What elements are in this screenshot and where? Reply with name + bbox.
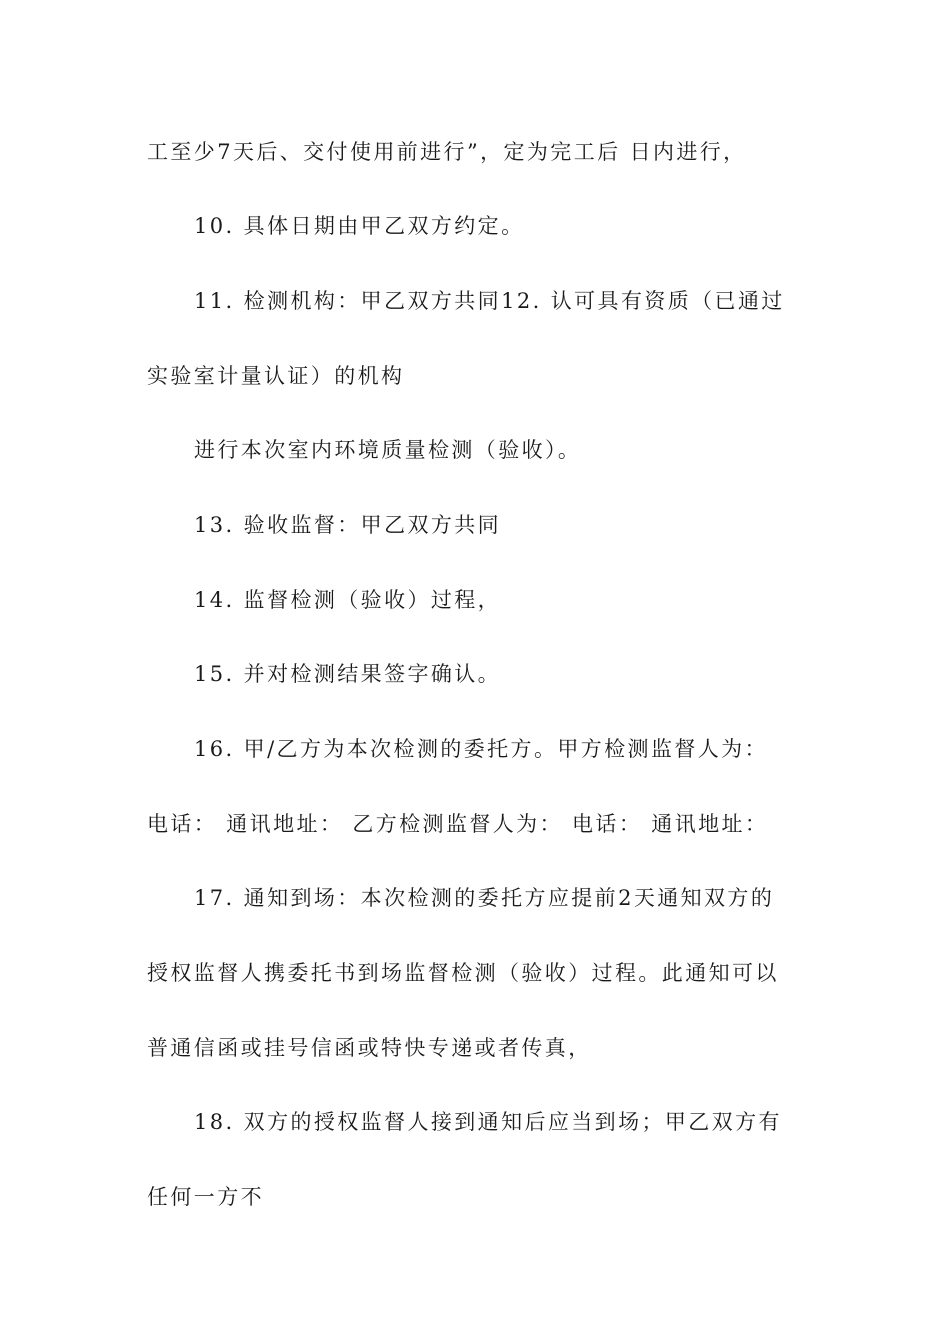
- text-line-9: 16. 甲/乙方为本次检测的委托方。甲方检测监督人为：: [194, 737, 768, 761]
- text-line-10: 电话： 通讯地址： 乙方检测监督人为： 电话： 通讯地址：: [147, 812, 769, 836]
- text-line-8: 15. 并对检测结果签字确认。: [194, 662, 502, 686]
- text-line-6: 13. 验收监督：甲乙双方共同: [194, 513, 502, 537]
- text-line-2: 10. 具体日期由甲乙双方约定。: [194, 214, 525, 238]
- text-line-3: 11. 检测机构：甲乙双方共同12. 认可具有资质（已通过: [194, 289, 785, 313]
- text-line-5: 进行本次室内环境质量检测（验收）。: [194, 438, 582, 462]
- text-line-13: 普通信函或挂号信函或特快专递或者传真，: [147, 1036, 592, 1060]
- text-line-1: 工至少7天后、交付使用前进行”，定为完工后 日内进行，: [147, 140, 747, 164]
- text-line-4: 实验室计量认证）的机构: [147, 364, 405, 388]
- text-line-7: 14. 监督检测（验收）过程，: [194, 588, 502, 612]
- text-line-12: 授权监督人携委托书到场监督检测（验收）过程。此通知可以: [147, 961, 779, 985]
- text-line-15: 任何一方不: [147, 1185, 264, 1209]
- text-line-14: 18. 双方的授权监督人接到通知后应当到场；甲乙双方有: [194, 1110, 782, 1134]
- text-line-11: 17. 通知到场：本次检测的委托方应提前2天通知双方的: [194, 886, 775, 910]
